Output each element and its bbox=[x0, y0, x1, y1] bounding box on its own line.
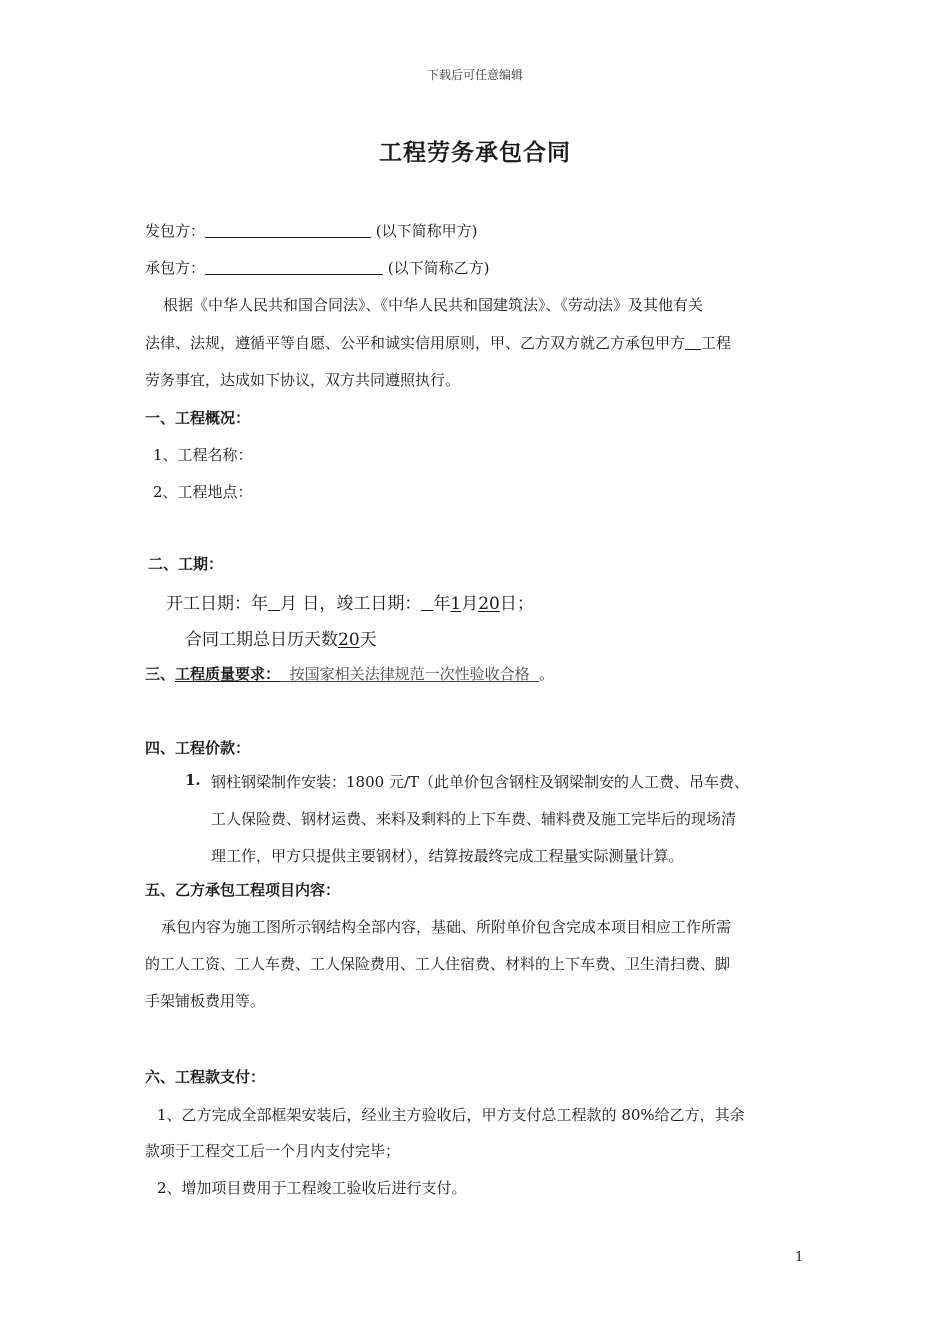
document-title: 工程劳务承包合同 bbox=[379, 139, 571, 166]
section-5-heading: 五、乙方承包工程项目内容： bbox=[145, 881, 341, 899]
section-6-heading: 六、工程款支付： bbox=[145, 1068, 266, 1086]
section-1-heading: 一、工程概况： bbox=[145, 409, 251, 427]
scope-line-3: 手架铺板费用等。 bbox=[145, 992, 266, 1010]
contractor-line bbox=[145, 257, 490, 278]
employer-line bbox=[145, 220, 478, 241]
section-3-number: 三、 bbox=[145, 665, 176, 683]
total-days-value: 20 bbox=[338, 630, 360, 650]
completion-date-label: 月 日，竣工日期： bbox=[280, 594, 422, 614]
project-blank bbox=[685, 334, 701, 350]
project-name-item: 1、工程名称： bbox=[153, 446, 253, 464]
section-2-heading: 二、工期： bbox=[148, 555, 224, 573]
start-date-label: 开工日期：年 bbox=[166, 594, 268, 614]
contractor-label: 承包方： bbox=[145, 259, 206, 277]
end-year-blank bbox=[421, 595, 433, 611]
price-item-line-3: 理工作，甲方只提供主要钢材），结算按最终完成工程量实际测量计算。 bbox=[211, 847, 684, 865]
section-4-heading: 四、工程价款： bbox=[145, 739, 251, 757]
schedule-dates-line bbox=[166, 589, 534, 614]
contractor-blank bbox=[205, 259, 383, 275]
project-location-item: 2、工程地点： bbox=[153, 483, 253, 501]
quality-requirement-value: 按国家相关法律规范一次性验收合格 bbox=[289, 665, 530, 683]
end-day-unit: 日； bbox=[499, 594, 534, 614]
preamble-line-1: 根据《中华人民共和国合同法》、《中华人民共和国建筑法》、《劳动法》及其他有关 bbox=[163, 296, 704, 314]
price-item-line-2: 工人保险费、钢材运费、来料及剩料的上下车费、辅料费及施工完毕后的现场清 bbox=[211, 810, 737, 828]
preamble-line-2-text: 法律、法规，遵循平等自愿、公平和诚实信用原则，甲、乙方双方就乙方承包甲方 bbox=[145, 334, 686, 352]
end-month-unit: 月 bbox=[461, 594, 479, 614]
preamble-line-3: 劳务事宜，达成如下协议，双方共同遵照执行。 bbox=[145, 371, 461, 389]
preamble-line-2 bbox=[145, 332, 731, 353]
page-header: 下载后可任意编辑 bbox=[426, 68, 523, 82]
total-days-unit: 天 bbox=[359, 630, 377, 650]
end-month-value: 1 bbox=[450, 594, 462, 614]
price-item-line-1: 钢柱钢梁制作安装：1800 元/T（此单价包含钢柱及钢梁制安的人工费、吊车费、 bbox=[211, 773, 750, 791]
contractor-suffix: (以下简称乙方) bbox=[387, 259, 490, 277]
employer-suffix: (以下简称甲方) bbox=[375, 222, 478, 240]
start-month-blank bbox=[268, 595, 280, 611]
scope-line-2: 的工人工资、工人车费、工人保险费用、工人住宿费、材料的上下车费、卫生清扫费、脚 bbox=[145, 955, 731, 973]
scope-line-1: 承包内容为施工图所示钢结构全部内容，基础、所附单价包含完成本项目相应工作所需 bbox=[161, 918, 732, 936]
section-3-end: 。 bbox=[539, 665, 555, 683]
employer-blank bbox=[205, 222, 371, 238]
employer-label: 发包方： bbox=[145, 222, 206, 240]
preamble-line-2-end: 工程 bbox=[701, 334, 732, 352]
end-year-unit: 年 bbox=[433, 594, 451, 614]
total-days-line bbox=[185, 625, 377, 650]
payment-line-3: 2、增加项目费用于工程竣工验收后进行支付。 bbox=[157, 1179, 467, 1197]
page-number: 1 bbox=[795, 1250, 804, 1265]
section-3-line bbox=[145, 663, 554, 684]
price-item-number: 1. bbox=[185, 771, 201, 789]
payment-line-1: 1、乙方完成全部框架安装后，经业主方验收后，甲方支付总工程款的 80%给乙方，其余 bbox=[157, 1106, 745, 1124]
section-3-heading: 工程质量要求： bbox=[175, 665, 281, 683]
total-days-label: 合同工期总日历天数 bbox=[185, 630, 338, 650]
payment-line-2: 款项于工程交工后一个月内支付完毕； bbox=[145, 1142, 401, 1160]
end-day-value: 20 bbox=[478, 594, 500, 614]
